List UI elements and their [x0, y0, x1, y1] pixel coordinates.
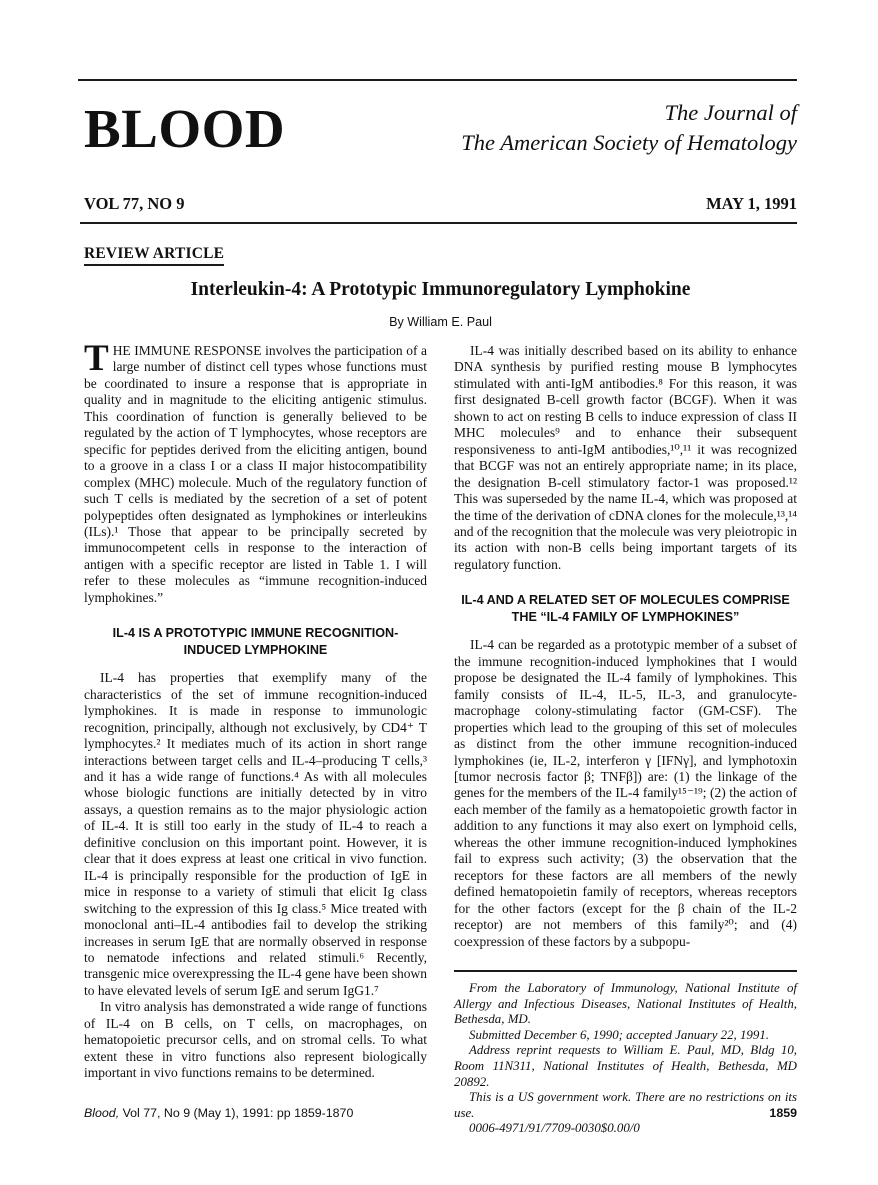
paragraph-il4-family: IL-4 can be regarded as a prototypic member of a subset of the immune recognition-induced lymphokines that I would propose be designated the IL-4 family of lymphokines. This family consists of IL-4, IL-5, IL-3, and granulocyte-macrophage colony-stimulating factor (GM-CSF). The properties which lead to the grouping of this set of molecules as distinct from the other immune recognition-induced lymphokines (ie, IL-2, interferon γ [IFNγ], and lymphotoxin [tumor necrosis factor β; TNFβ]) are: (1) the linkage of the genes for the members of the IL-4 family¹⁵⁻¹⁹; (2) the action of each member of the family as a hematopoietic growth factor in addition to any functions it may also exert on lymphoid cells, whereas the other immune recognition-induced lymphokines fail to express such activity; (3) the observation that the receptors for these factors are all members of the newly defined hematopoietin family of receptors, whereas receptors for the other factors (except for the β chain of the IL-2 receptor) are not members of this family²⁰; and (4) coexpression of these factors by a subpopu-	[454, 637, 797, 949]
section-heading-il4-family: IL-4 AND A RELATED SET OF MOLECULES COMPRISE THE “IL-4 FAMILY OF LYMPHOKINES”	[461, 593, 790, 625]
paragraph-in-vitro-analysis: In vitro analysis has demonstrated a wide range of functions of IL-4 on B cells, on T cells, on macrophages, on hematopoietic precursor cells, and on stromal cells. To what extent these in vitro functions also represent biologically important in vivo functions remains to be determined.	[84, 999, 427, 1081]
footnote-affiliation: From the Laboratory of Immunology, National Institute of Allergy and Infectious Diseases, National Institutes of Health, Bethesda, MD.	[454, 980, 797, 1027]
drop-cap: T	[84, 338, 109, 379]
masthead-rule	[80, 222, 797, 224]
article-byline: By William E. Paul	[389, 315, 492, 329]
section-label: REVIEW ARTICLE	[84, 245, 224, 266]
volume-number: VOL 77, NO 9	[84, 194, 185, 213]
article-title: Interleukin-4: A Prototypic Immunoregulatory Lymphokine	[190, 279, 691, 300]
right-column	[454, 343, 797, 1137]
footer-journal-name: Blood,	[84, 1106, 120, 1120]
tagline-line-2: The American Society of Hematology	[461, 130, 797, 155]
footnote-reprints: Address reprint requests to William E. Paul, MD, Bldg 10, Room 11N311, National Institutes of Health, Bethesda, MD 20892.	[454, 1043, 797, 1089]
intro-paragraph-text: HE IMMUNE RESPONSE involves the participation of a large number of distinct cell types whose functions must be coordinated to insure a response that is appropriate in quality and in magnitude to the eliciting antigenic stimulus. This coordination of function is generally believed to be regulated by the action of T lymphocytes, whose receptors are specific for peptides derived from the eliciting antigen, bound to a groove in a class I or a class II major histocompatibility complex (MHC) molecule. Much of the regulatory function of such T cells is mediated by the secretion of a set of potent polypeptides often designated as lymphokines or interleukins (ILs).¹ Those that appear to be principally secreted by immunocompetent cells in response to the interaction of antigen with a specific receptor are listed in Table 1. I will refer to these molecules as “immune recognition-induced lymphokines.”	[84, 343, 427, 605]
footnote-submitted: Submitted December 6, 1990; accepted January 22, 1991.	[469, 1027, 769, 1042]
paragraph-il4-properties: IL-4 has properties that exemplify many of the characteristics of the set of immune recognition-induced lymphokines. It is made in response to immunologic recognition, principally, although not exclusively, by CD4⁺ T lymphocytes.² It mediates much of its action in short range interactions between target cells and IL-4–producing T cells,³ and it has a wide range of functions.⁴ As with all molecules whose biologic functions are initially detected by in vitro assays, a question remains as to the major physiologic action of IL-4. It is still too early in the study of IL-4 to reach a definitive conclusion on this important point. However, it is clear that it does express at least one critical in vivo function. IL-4 is principally responsible for the production of IgE in mice in response to a variety of stimuli that elicit Ig class switching to the expression of this Ig class.⁵ Mice treated with monoclonal anti–IL-4 antibodies fail to develop the striking increases in serum IgE that are normally observed in response to nematode infections and related stimuli.⁶ Recently, transgenic mice overexpressing the IL-4 gene have been shown to have elevated levels of serum IgE and serum IgG1.⁷	[84, 670, 427, 998]
journal-tagline	[461, 98, 797, 158]
intro-paragraph	[84, 338, 427, 606]
footer-citation-text: Vol 77, No 9 (May 1), 1991: pp 1859-1870	[119, 1106, 354, 1120]
left-column	[84, 338, 427, 1137]
article-body	[84, 338, 797, 1137]
footer-citation	[84, 1106, 353, 1120]
footnote-code: 0006-4971/91/7709-0030$0.00/0	[469, 1121, 640, 1136]
page-footer	[84, 1106, 797, 1120]
journal-logo: BLOOD	[84, 98, 286, 159]
paragraph-il4-history: IL-4 was initially described based on its ability to enhance DNA synthesis by purified resting mouse B lymphocytes stimulated with anti-IgM antibodies.⁸ For this reason, it was first designated B-cell growth factor (BCGF). When it was shown to act on resting B cells to induce expression of class II MHC molecules⁹ and to enhance their subsequent responsiveness to anti-IgM antibodies,¹⁰,¹¹ it was recognized that BCGF was not an entirely appropriate name; in its place, the designation B-cell stimulatory factor-1 was proposed.¹² This was superseded by the name IL-4, which was proposed at the time of the derivation of cDNA clones for the molecule,¹³,¹⁴ and of the recognition that the molecule was very pleiotropic in its action with non-B cells being important targets of its regulatory function.	[454, 343, 797, 572]
footnote-government-notice: This is a US government work. There are no restrictions on its use.	[454, 1090, 797, 1120]
page-number: 1859	[769, 1106, 797, 1120]
issue-date: MAY 1, 1991	[706, 194, 797, 213]
section-heading-prototypic-lymphokine: IL-4 IS A PROTOTYPIC IMMUNE RECOGNITION-INDUCED LYMPHOKINE	[112, 626, 399, 658]
masthead	[84, 96, 797, 158]
tagline-line-1: The Journal of	[664, 100, 797, 125]
volume-date-row	[84, 194, 797, 214]
top-rule	[78, 79, 797, 81]
